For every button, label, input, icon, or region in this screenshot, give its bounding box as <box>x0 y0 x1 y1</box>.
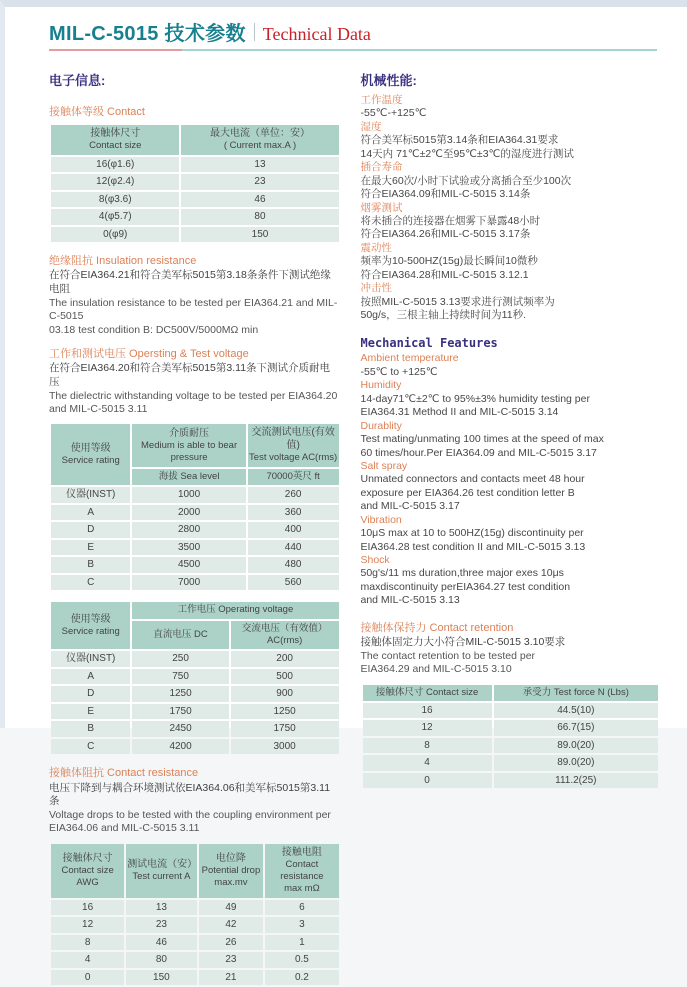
table-cell: 250 <box>132 651 228 667</box>
title-row <box>49 17 657 46</box>
table-cell: C <box>51 575 130 591</box>
table-cell: 16 <box>51 900 124 916</box>
voltage-text-zh: 在符合EIA364.20和符合美军标5015第3.11条下测试介质耐电压 <box>49 362 331 388</box>
table-cell: 111.2(25) <box>494 773 658 789</box>
spec-label: Shock <box>360 554 390 566</box>
table-header-row <box>51 844 339 898</box>
table-row <box>363 773 659 789</box>
table-row <box>51 721 339 737</box>
col-header-medium-pressure <box>132 424 245 466</box>
spec-line: 将未插合的连接器在烟雾下暴露48小时 <box>360 214 541 227</box>
col-header-test-force: 承受力 Test force N (Lbs) <box>494 685 658 701</box>
insulation-text-en1: The insulation resistance to be tested per EIA364.21 and MIL-C-5015 <box>49 296 338 323</box>
table-row <box>51 575 339 591</box>
contact-retention-text-zh: 接触体固定力大小符合MIL-C-5015 3.10要求 <box>360 636 566 649</box>
spec-item <box>361 420 661 460</box>
table-cell: 26 <box>199 935 264 951</box>
contact-resistance-text-en1: Voltage drops to be tested with the coupling environment per <box>49 808 331 821</box>
table-header-row <box>363 685 659 701</box>
spec-item <box>361 379 661 419</box>
table-cell: A <box>51 669 130 685</box>
table-cell: 12 <box>363 720 492 736</box>
table-cell: 4 <box>51 952 124 968</box>
table-row <box>51 522 339 538</box>
table-cell: C <box>51 739 130 755</box>
table-cell: 4(φ5.7) <box>51 209 179 225</box>
table-cell: 0.2 <box>265 970 338 986</box>
table-cell: 1750 <box>231 721 339 737</box>
table-cell: 80 <box>181 209 338 225</box>
header-line: Medium is able to bear pressure <box>141 439 238 464</box>
spec-line: 10μS max at 10 to 500HZ(15g) discontinuity per <box>360 527 584 540</box>
header-line: 使用等级 <box>70 614 111 626</box>
table-row <box>51 686 339 702</box>
table-row <box>51 505 339 521</box>
table-cell: 42 <box>199 917 264 933</box>
table-cell: 0 <box>363 773 492 789</box>
table-cell: 8(φ3.6) <box>51 192 179 208</box>
spec-line: -55℃ to +125℃ <box>360 365 438 378</box>
header-line: Contact resistance <box>280 858 324 882</box>
table-cell: A <box>51 505 130 521</box>
contact-resistance-text-en2: EIA364.06 and MIL-C-5015 3.11 <box>49 822 200 835</box>
header-line: Test voltage AC(rms) <box>249 452 338 464</box>
header-line: Test current A <box>132 871 191 882</box>
spec-line: 符合EIA364.09和MIL-C-5015 3.14条 <box>360 188 531 201</box>
contact-retention-table <box>361 683 661 791</box>
table-cell: 1 <box>265 935 338 951</box>
header-line: 测试电流（安） <box>127 859 198 870</box>
table-cell: 23 <box>199 952 264 968</box>
mechanical-column <box>361 51 661 987</box>
table-cell: E <box>51 540 130 556</box>
operating-voltage-table <box>49 600 341 756</box>
spec-item <box>361 161 661 201</box>
table-row <box>51 917 339 933</box>
table-cell: 44.5(10) <box>494 703 658 719</box>
spec-label: 烟雾测试 <box>360 201 403 214</box>
section-heading-electronic: 电子信息: <box>49 73 106 88</box>
table-cell: 66.7(15) <box>494 720 658 736</box>
table-row <box>51 970 339 986</box>
table-cell: 8 <box>363 738 492 754</box>
table-row <box>363 720 659 736</box>
pressure-table <box>49 422 341 592</box>
table-cell: 400 <box>248 522 339 538</box>
table-cell: 16(φ1.6) <box>51 157 179 173</box>
spec-line: EIA364.28 test condition II and MIL-C-5015 3.13 <box>360 540 586 553</box>
col-header-service-rating <box>51 602 130 649</box>
subheader-70000ft: 70000英尺 ft <box>248 469 339 485</box>
table-cell: 49 <box>199 900 264 916</box>
spec-line: Test mating/unmating 100 times at the speed of max <box>360 433 604 446</box>
page-title-en: Technical Data <box>262 24 371 44</box>
spec-line: and MIL-C-5015 3.13 <box>360 594 460 607</box>
voltage-text-en1: The dielectric withstanding voltage to be tested per EIA364.20 <box>49 389 338 402</box>
spec-label: 插合寿命 <box>360 161 403 174</box>
table-row <box>51 935 339 951</box>
mechanical-specs-zh <box>361 94 661 322</box>
header-line: 使用等级 <box>70 443 111 455</box>
table-cell: 360 <box>248 505 339 521</box>
table-cell: 480 <box>248 557 339 573</box>
table-cell: 3 <box>265 917 338 933</box>
title-divider <box>254 23 255 41</box>
table-cell: B <box>51 557 130 573</box>
electronic-info-column <box>49 51 341 987</box>
table-cell: 6 <box>265 900 338 916</box>
spec-line: 符合EIA364.28和MIL-C-5015 3.12.1 <box>360 268 529 281</box>
spec-line: 14-day71℃±2℃ to 95%±3% humidity testing per <box>360 392 590 405</box>
spec-line: 60 times/hour.Per EIA364.09 and MIL-C-5015 3.17 <box>360 446 597 459</box>
table-cell: 仪器(INST) <box>51 487 130 503</box>
table-cell: 150 <box>126 970 196 986</box>
insulation-heading: 绝缘阻抗 Insulation resistance <box>49 255 197 268</box>
table-cell: 23 <box>181 174 338 190</box>
col-header-potential-drop <box>199 844 264 898</box>
spec-label: 震动性 <box>360 241 392 254</box>
table-cell: 1750 <box>132 704 228 720</box>
voltage-text-en2: and MIL-C-5015 3.11 <box>49 403 148 416</box>
table-cell: 8 <box>51 935 124 951</box>
table-row <box>51 174 339 190</box>
spec-line: and MIL-C-5015 3.17 <box>360 500 460 513</box>
table-row <box>51 540 339 556</box>
table-cell: 2800 <box>132 522 245 538</box>
contact-retention-text-en2: EIA364.29 and MIL-C-5015 3.10 <box>360 663 512 676</box>
table-cell: D <box>51 686 130 702</box>
table-cell: 7000 <box>132 575 245 591</box>
page-title-zh: MIL-C-5015 技术参数 <box>49 23 246 45</box>
header-line: max mΩ <box>284 883 320 895</box>
header-line: Service rating <box>61 626 120 638</box>
insulation-text-zh: 在符合EIA364.21和符合美军标5015第3.18条条件下测试绝缘电阻 <box>49 269 331 296</box>
header-line: Potential drop <box>201 864 261 876</box>
col-header-contact-size <box>51 125 179 154</box>
spec-line: maxdiscontinuity perEIA364.27 test condition <box>360 580 571 593</box>
header-line: 接触体尺寸 <box>90 128 141 140</box>
table-cell: 仪器(INST) <box>51 651 130 667</box>
spec-label: Salt spray <box>360 459 408 472</box>
table-row <box>51 487 339 503</box>
spec-item <box>361 202 661 242</box>
spec-line: 符合EIA364.26和MIL-C-5015 3.17条 <box>360 228 531 241</box>
header-line: 接触电阻 <box>281 846 322 858</box>
contact-retention-heading: 接触体保持力 Contact retention <box>360 621 514 634</box>
section-heading-mech-features: Mechanical Features <box>360 336 498 351</box>
table-cell: 500 <box>231 669 339 685</box>
table-cell: 12(φ2.4) <box>51 174 179 190</box>
spec-line: 50g/s，三根主轴上持续时间为11秒. <box>360 309 527 321</box>
header-line: 交流测试电压(有效值) <box>251 427 335 452</box>
table-cell: 21 <box>199 970 264 986</box>
contact-retention-text-en1: The contact retention to be tested per <box>360 649 536 662</box>
spec-line: Unmated connectors and contacts meet 48 hour <box>360 473 585 486</box>
table-cell: 0.5 <box>265 952 338 968</box>
spec-label: 湿度 <box>360 120 382 133</box>
table-cell: 3500 <box>132 540 245 556</box>
table-cell: 2000 <box>132 505 245 521</box>
spec-label: Ambient temperature <box>360 352 459 365</box>
table-header-row <box>51 602 339 618</box>
table-row <box>363 755 659 771</box>
subheader-ac-rms: 交流电压（有效值） AC(rms) <box>231 621 339 650</box>
spec-label: 冲击性 <box>360 282 392 295</box>
table-cell: B <box>51 721 130 737</box>
header-line: Contact size <box>89 140 142 152</box>
table-cell: 23 <box>126 917 196 933</box>
mechanical-specs-en <box>361 352 661 607</box>
table-cell: 150 <box>181 227 338 243</box>
table-cell: 4200 <box>132 739 228 755</box>
spec-line: 14天内 71℃±2℃至95℃±3℃的湿度进行测试 <box>360 147 574 160</box>
table-cell: 200 <box>231 651 339 667</box>
table-cell: 13 <box>181 157 338 173</box>
table-row <box>51 557 339 573</box>
col-header-test-voltage-ac <box>248 424 339 466</box>
table-row <box>51 651 339 667</box>
table-cell: 89.0(20) <box>494 738 658 754</box>
table-row <box>51 209 339 225</box>
subheader-dc: 直流电压 DC <box>132 621 228 650</box>
header-line: 接触体尺寸 <box>62 852 113 864</box>
table-cell: 560 <box>248 575 339 591</box>
spec-item <box>361 121 661 161</box>
spec-line: -55℃-+125℃ <box>360 107 427 120</box>
col-header-contact-size: 接触体尺寸 Contact size <box>363 685 492 701</box>
table-cell: 900 <box>231 686 339 702</box>
table-row <box>363 738 659 754</box>
table-cell: 13 <box>126 900 196 916</box>
header-line: 介质耐压 <box>169 427 210 439</box>
subheader-sea-level: 海拔 Sea level <box>132 469 245 485</box>
table-row <box>51 739 339 755</box>
table-cell: 12 <box>51 917 124 933</box>
col-header-service-rating <box>51 424 130 485</box>
table-row <box>51 900 339 916</box>
header-line: 最大电流（单位：安） <box>209 128 310 140</box>
table-cell: 1000 <box>132 487 245 503</box>
table-cell: 4500 <box>132 557 245 573</box>
contact-resistance-heading: 接触体阻抗 Contact resistance <box>49 767 199 780</box>
table-cell: 46 <box>181 192 338 208</box>
header-line: max.mv <box>214 877 248 889</box>
table-cell: 2450 <box>132 721 228 737</box>
col-header-test-current <box>126 844 196 898</box>
content <box>5 51 687 987</box>
contact-grade-heading: 接触体等级 Contact <box>49 106 145 118</box>
table-cell: 46 <box>126 935 196 951</box>
table-row <box>51 227 339 243</box>
contact-resistance-table <box>49 842 341 987</box>
spec-label: 工作温度 <box>360 94 403 106</box>
spec-item <box>361 460 661 514</box>
spec-line: 50g's/11 ms duration,three major exes 10μs <box>360 567 564 580</box>
spec-line: EIA364.31 Method II and MIL-C-5015 3.14 <box>360 406 559 419</box>
spec-label: Vibration <box>360 513 402 526</box>
table-row <box>51 192 339 208</box>
section-heading-mechanical: 机械性能: <box>360 73 417 88</box>
header-line: Contact size AWG <box>61 864 114 889</box>
voltage-heading: 工作和测试电压 Opersting & Test voltage <box>49 348 249 361</box>
header-line: 电位降 <box>215 852 246 864</box>
table-cell: 440 <box>248 540 339 556</box>
table-cell: 1250 <box>231 704 339 720</box>
table-cell: 260 <box>248 487 339 503</box>
table-cell: 3000 <box>231 739 339 755</box>
table-cell: 16 <box>363 703 492 719</box>
header-line: Service rating <box>61 455 120 467</box>
col-header-operating-voltage: 工作电压 Operating voltage <box>132 602 338 618</box>
spec-item <box>361 352 661 379</box>
contact-grade-table <box>49 123 341 244</box>
col-header-contact-resistance-max <box>265 844 338 898</box>
spec-line: exposure per EIA364.26 test condition letter B <box>360 486 575 499</box>
spec-item <box>361 94 661 121</box>
table-cell: 750 <box>132 669 228 685</box>
table-cell: E <box>51 704 130 720</box>
table-cell: 89.0(20) <box>494 755 658 771</box>
spec-line: 频率为10-500HZ(15g)最长瞬间10微秒 <box>360 255 538 268</box>
table-cell: D <box>51 522 130 538</box>
spec-item <box>361 514 661 554</box>
spec-item <box>361 554 661 608</box>
table-row <box>51 157 339 173</box>
table-header-row <box>51 424 339 466</box>
table-cell: 4 <box>363 755 492 771</box>
insulation-text-en2: 03.18 test condition B: DC500V/5000MΩ min <box>49 323 259 336</box>
page-header <box>5 7 687 51</box>
table-row <box>51 952 339 968</box>
table-cell: 0 <box>51 970 124 986</box>
table-row <box>51 669 339 685</box>
spec-line: 按照MIL-C-5015 3.13要求进行测试频率为 <box>360 295 555 308</box>
col-header-max-current <box>181 125 338 154</box>
spec-line: 在最大60次/小时下试验或分离插合至少100次 <box>360 174 572 187</box>
spec-label: Durablity <box>360 419 402 432</box>
table-row <box>51 704 339 720</box>
spec-line: 符合美军标5015第3.14条和EIA364.31要求 <box>360 134 559 147</box>
table-header-row <box>51 125 339 154</box>
table-row <box>363 703 659 719</box>
table-cell: 1250 <box>132 686 228 702</box>
spec-label: Humidity <box>360 379 402 392</box>
spec-item <box>361 282 661 322</box>
contact-resistance-text-zh: 电压下降到与耦合环境测试依EIA364.06和美军标5015第3.11条 <box>49 781 331 808</box>
col-header-contact-size-awg <box>51 844 124 898</box>
table-cell: 80 <box>126 952 196 968</box>
header-line: ( Current max.A ) <box>223 140 297 152</box>
table-cell: 0(φ9) <box>51 227 179 243</box>
spec-item <box>361 242 661 282</box>
